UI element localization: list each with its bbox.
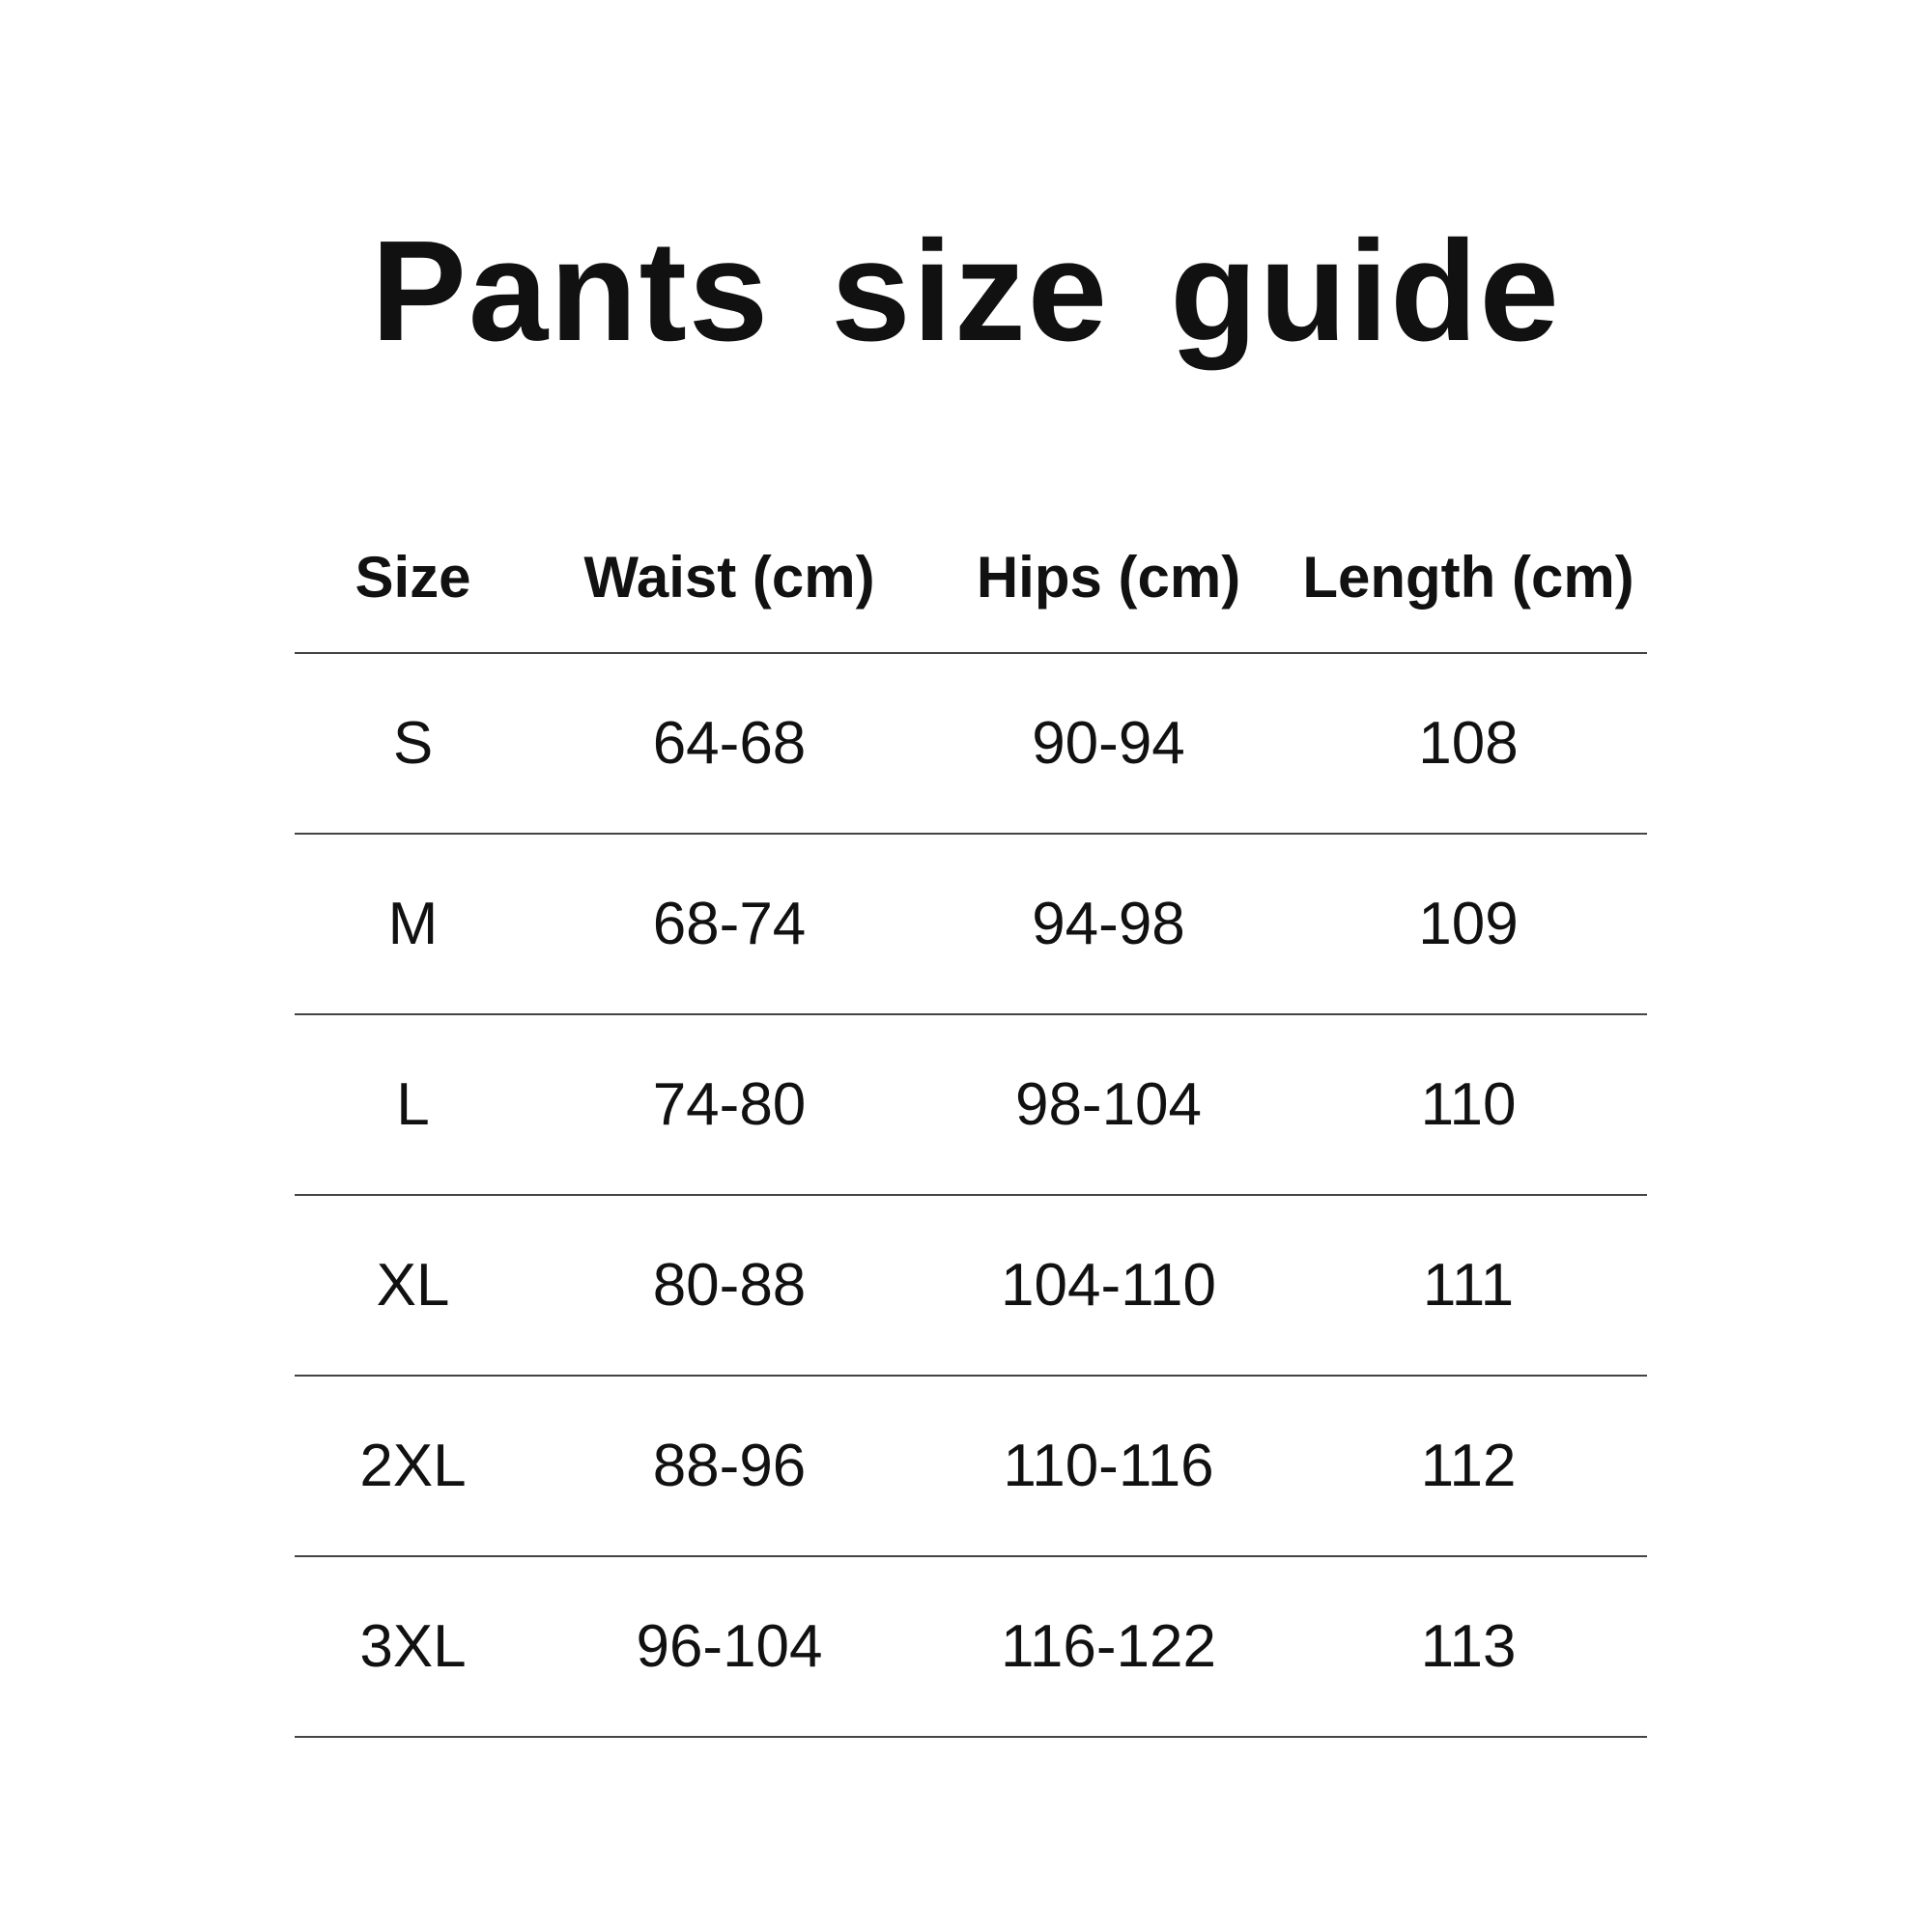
table-header-row [295,502,1647,653]
cell-size: M [295,834,531,1014]
cell-length: 112 [1290,1376,1647,1556]
cell-size: S [295,653,531,834]
cell-length: 108 [1290,653,1647,834]
cell-hips: 104-110 [927,1195,1290,1376]
table-row [295,1376,1647,1556]
cell-length: 109 [1290,834,1647,1014]
header-hips: Hips (cm) [927,502,1290,653]
cell-size: L [295,1014,531,1195]
table-row [295,834,1647,1014]
cell-length: 111 [1290,1195,1647,1376]
cell-waist: 96-104 [531,1556,927,1737]
cell-waist: 74-80 [531,1014,927,1195]
cell-waist: 68-74 [531,834,927,1014]
cell-hips: 90-94 [927,653,1290,834]
cell-waist: 88-96 [531,1376,927,1556]
cell-hips: 116-122 [927,1556,1290,1737]
table-row [295,1014,1647,1195]
cell-size: 3XL [295,1556,531,1737]
cell-waist: 64-68 [531,653,927,834]
cell-hips: 110-116 [927,1376,1290,1556]
page-title: Pants size guide [371,212,1561,371]
table-row [295,653,1647,834]
size-table [295,502,1647,1738]
cell-length: 110 [1290,1014,1647,1195]
header-length: Length (cm) [1290,502,1647,653]
header-waist: Waist (cm) [531,502,927,653]
cell-waist: 80-88 [531,1195,927,1376]
table-row [295,1556,1647,1737]
cell-size: XL [295,1195,531,1376]
cell-length: 113 [1290,1556,1647,1737]
header-size: Size [295,502,531,653]
cell-hips: 94-98 [927,834,1290,1014]
cell-hips: 98-104 [927,1014,1290,1195]
table-row [295,1195,1647,1376]
cell-size: 2XL [295,1376,531,1556]
